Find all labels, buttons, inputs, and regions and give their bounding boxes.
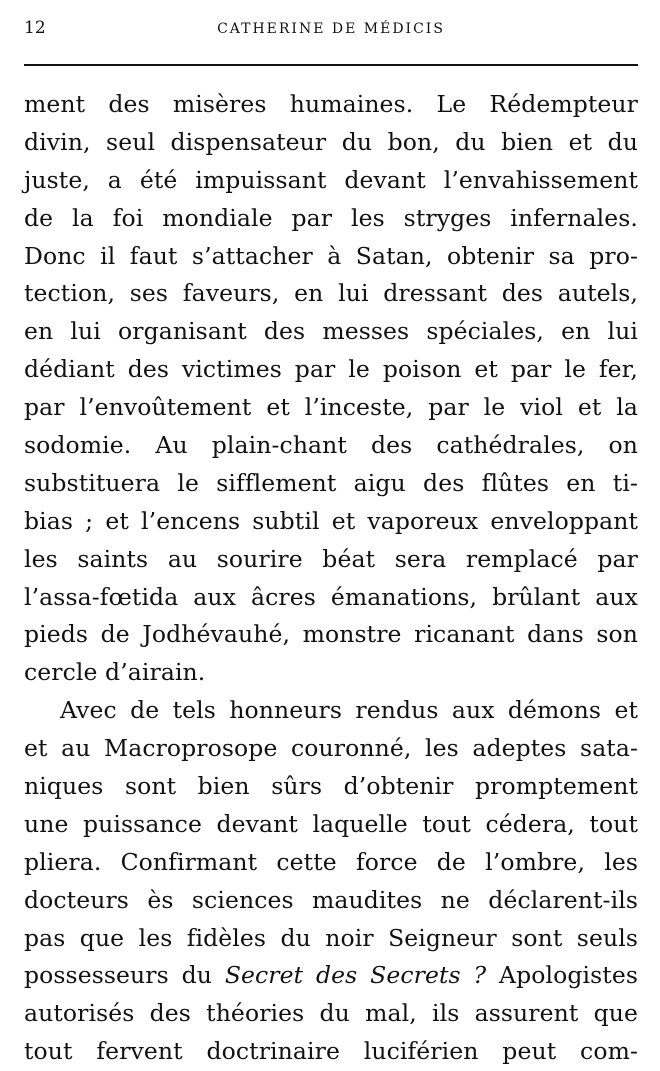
running-title: CATHERINE DE MÉDICIS [217,21,445,37]
text-line: niques sont bien sûrs d’obtenir promptement [24,772,638,801]
text-line: par l’envoûtement et l’inceste, par le viol et la [24,393,638,422]
text-line: bias ; et l’encens subtil et vaporeux enveloppant [24,506,638,535]
text-line-with-italic [24,957,638,995]
paragraph-1 [24,86,638,692]
text-line: pliera. Confirmant cette force de l’ombre, les [24,847,638,876]
text-line: autorisés des théories du mal, ils assurent que [24,999,638,1028]
text-line: divin, seul dispensateur du bon, du bien et du [24,127,638,156]
text-line: substituera le sifflement aigu des flûtes en ti- [24,468,638,497]
text-line: sodomie. Au plain-chant des cathédrales, on [24,431,638,460]
header-rule [24,64,638,66]
body-text [24,86,638,1071]
text-line: cercle d’airain. [24,658,206,687]
text-line: une puissance devant laquelle tout cédera, tout [24,809,638,838]
paragraph-2 [24,692,638,1071]
text-line: de la foi mondiale par les stryges infernales. [24,203,638,232]
text-line: pas que les fidèles du noir Seigneur sont seuls [24,923,638,952]
italic-title: Secret des Secrets ? [224,961,487,990]
text-line: tection, ses faveurs, en lui dressant des autels, [24,279,638,308]
text-line: docteurs ès sciences maudites ne déclarent-ils [24,885,638,914]
text-line: en lui organisant des messes spéciales, en lui [24,317,638,346]
text-line: l’assa-fœtida aux âcres émanations, brûlant aux [24,582,638,611]
text-line: dédiant des victimes par le poison et par le fer, [24,355,638,384]
text-line: ment des misères humaines. Le Rédempteur [24,90,638,118]
text-line: Avec de tels honneurs rendus aux démons et [60,696,638,725]
text-line: tout fervent doctrinaire luciférien peut com- [24,1037,638,1066]
running-head [24,14,638,42]
text-line: et au Macroprosope couronné, les adeptes sata- [24,734,638,763]
page-number: 12 [24,18,46,38]
text-line: pieds de Jodhévauhé, monstre ricanant dans son [24,620,638,649]
line-text-before: possesseurs du [24,961,225,990]
line-text-after: Apologistes [486,961,638,990]
text-line: Donc il faut s’attacher à Satan, obtenir sa pro- [24,241,638,270]
text-line: juste, a été impuissant devant l’envahissement [24,165,638,194]
text-line: les saints au sourire béat sera remplacé par [24,544,638,573]
